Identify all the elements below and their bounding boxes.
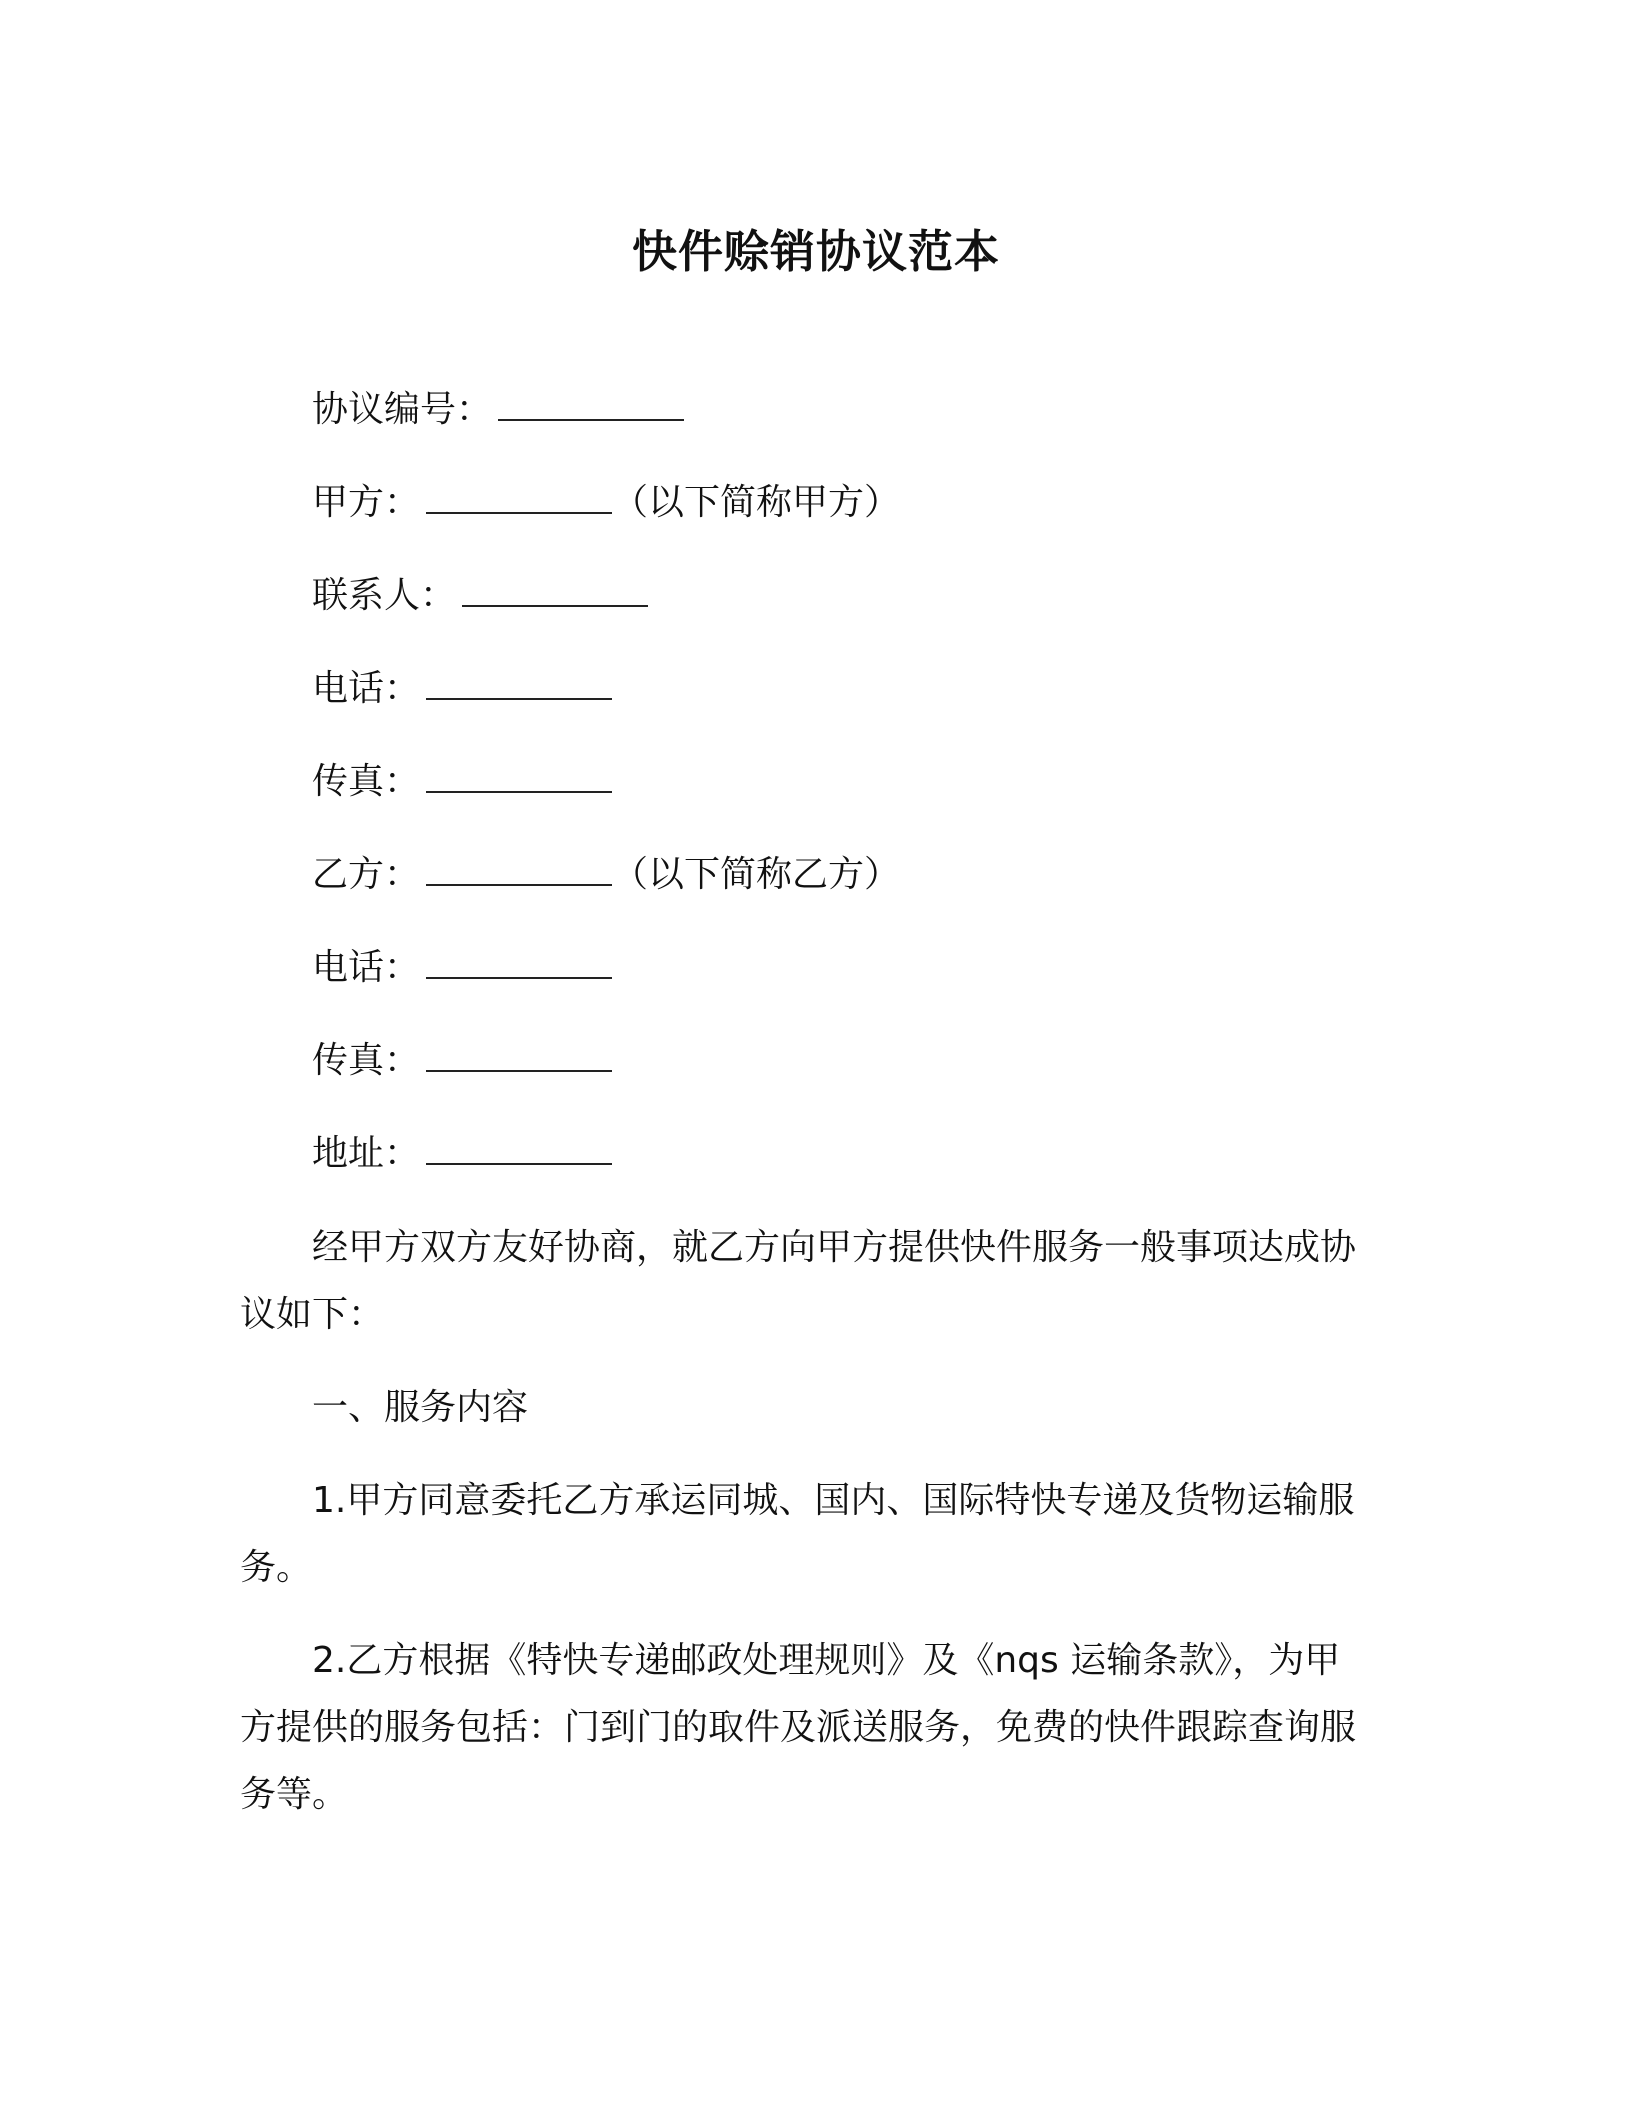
- field-label: 联系人：: [312, 575, 457, 616]
- field-address: [312, 1130, 612, 1178]
- blank-line: [426, 668, 612, 700]
- field-contact: [312, 572, 648, 620]
- blank-line: [462, 575, 648, 607]
- field-label: 地址：: [312, 1133, 421, 1174]
- field-phone-a: [312, 665, 612, 713]
- field-phone-b: [312, 944, 612, 992]
- blank-line: [426, 1133, 612, 1165]
- field-label: 传真：: [312, 761, 421, 802]
- clause-1: 1.甲方同意委托乙方承运同城、国内、国际特快专递及货物运输服务。: [240, 1480, 1355, 1588]
- intro-paragraph: 经甲方双方友好协商，就乙方向甲方提供快件服务一般事项达成协议如下：: [240, 1227, 1357, 1335]
- blank-line: [426, 1040, 612, 1072]
- field-party-b: [312, 851, 900, 899]
- blank-line: [426, 761, 612, 793]
- blank-line: [426, 482, 612, 514]
- field-suffix: （以下简称甲方）: [612, 482, 901, 523]
- field-label: 甲方：: [312, 482, 421, 523]
- field-label: 协议编号：: [312, 389, 493, 430]
- field-suffix: （以下简称乙方）: [612, 854, 901, 895]
- field-agreement-number: [312, 386, 684, 434]
- field-fax-b: [312, 1037, 612, 1085]
- field-party-a: [312, 479, 900, 527]
- field-label: 电话：: [312, 947, 421, 988]
- blank-line: [498, 389, 684, 421]
- field-label: 乙方：: [312, 854, 421, 895]
- field-label: 电话：: [312, 668, 421, 709]
- field-fax-a: [312, 758, 612, 806]
- blank-line: [426, 947, 612, 979]
- blank-line: [426, 854, 612, 886]
- section-heading: 一、服务内容: [312, 1387, 529, 1428]
- field-label: 传真：: [312, 1040, 421, 1081]
- document-title: 快件赊销协议范本: [631, 225, 1000, 278]
- clause-2: 2.乙方根据《特快专递邮政处理规则》及《nqs 运输条款》，为甲方提供的服务包括：门到门的取件及派送服务，免费的快件跟踪查询服务等。: [240, 1640, 1357, 1815]
